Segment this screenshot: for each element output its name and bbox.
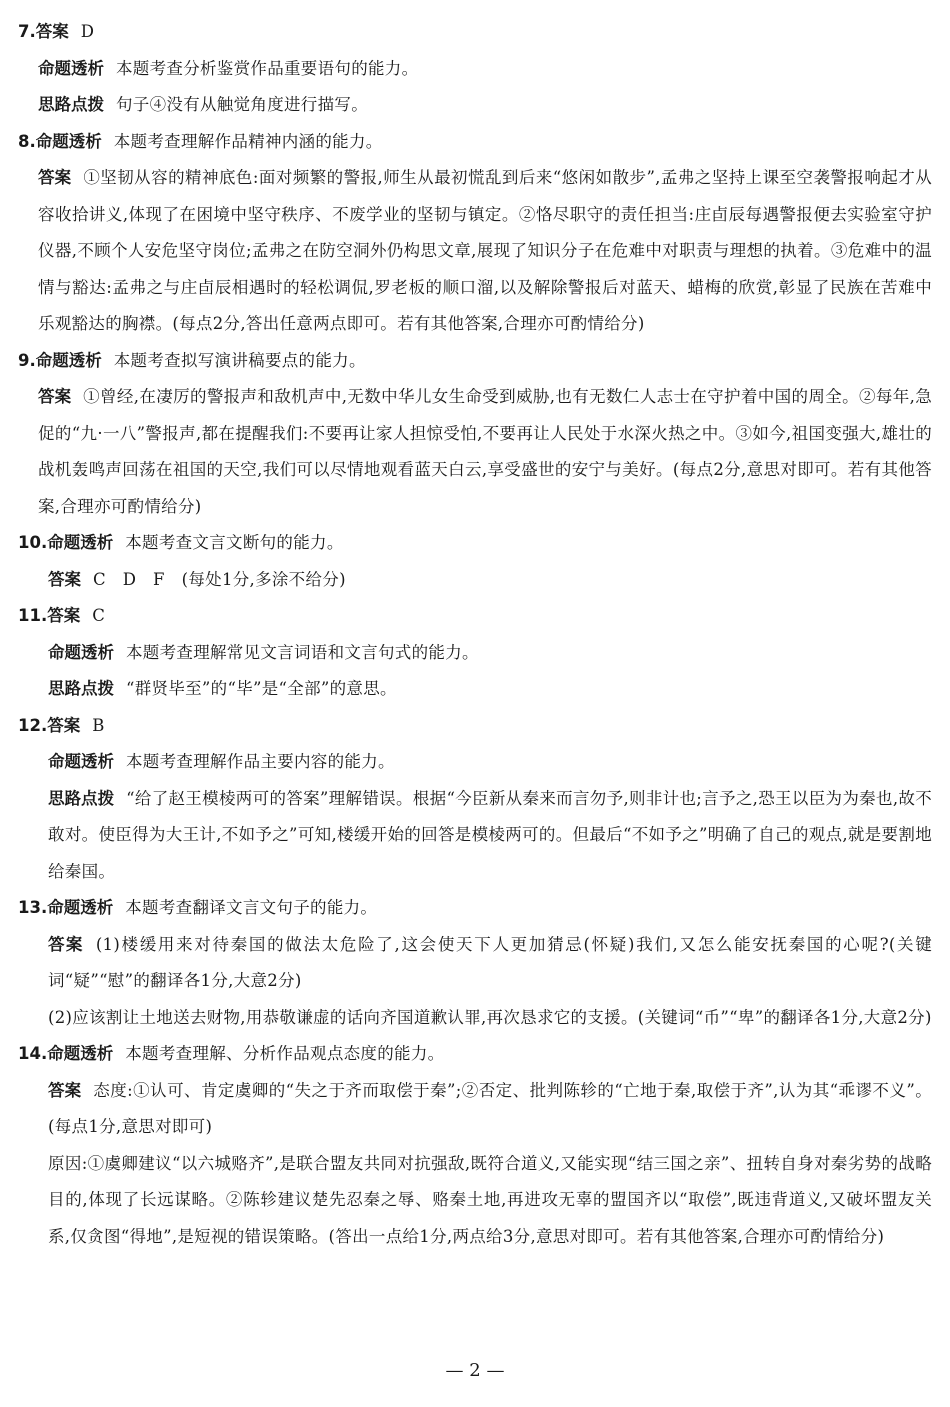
page-number: — 2 — [445,1360,505,1381]
q12-hint: “给了赵王模棱两可的答案”理解错误。根据“今臣新从秦来而言勿予,则非计也;言予之,恐王以臣为为秦也,故不敢对。使臣得为大王计,不如予之”可知,楼缓开始的回答是模棱两可的。但最后“不如予之”明确了自己的观点,就是要割地给秦国。 [48,788,933,881]
q7-hint-label: 思路点拨 [38,95,104,114]
q8-analysis-label: 命题透析 [35,131,102,151]
q9-answer: ①曾经,在凄厉的警报声和敌机声中,无数中华儿女生命受到威胁,也有无数仁人志士在守护着中国的周全。②每年,急促的“九·一八”警报声,都在提醒我们:不要再让家人担惊受怕,不要再让人民处于水深火热之中。③如今,祖国变强大,雄壮的战机轰鸣声回荡在祖国的天空,我们可以尽情地观看蓝天白云,享受盛世的安宁与美好。(每点2分,意思对即可。若有其他答案,合理亦可酌情给分) [38,387,932,516]
q14-analysis-label: 命题透析 [47,1044,114,1063]
q7-answer-row [18,14,932,51]
q12-hint-block [18,781,932,891]
q12-hint-label: 思路点拨 [48,788,115,808]
q10-answer: C D F (每处1分,多涂不给分) [93,569,346,589]
q11-hint-label: 思路点拨 [48,679,114,698]
q13-answer-1: (1)楼缓用来对待秦国的做法太危险了,这会使天下人更加猜忌(怀疑)我们,又怎么能安抚秦国的心呢?(关键词“疑”“慰”的翻译各1分,大意2分) [48,934,933,990]
q14-number: 14. [18,1044,48,1063]
q14-analysis-row [18,1036,932,1073]
q12-analysis: 本题考查理解作品主要内容的能力。 [126,752,395,771]
q8-analysis-row [18,124,932,161]
q11-analysis: 本题考查理解常见文言词语和文言句式的能力。 [126,642,479,662]
q7-hint: 句子④没有从触觉角度进行描写。 [116,95,368,114]
q9-analysis-label: 命题透析 [35,350,102,370]
q12-answer: B [92,715,105,735]
q10-analysis: 本题考查文言文断句的能力。 [125,533,344,552]
q14-analysis: 本题考查理解、分析作品观点态度的能力。 [125,1044,445,1063]
q10-answer-label: 答案 [48,569,81,589]
q10-analysis-label: 命题透析 [47,533,114,552]
q11-number: 11. [18,606,48,625]
q12-number: 12. [18,715,48,735]
q8-answer: ①坚韧从容的精神底色:面对频繁的警报,师生从最初慌乱到后来“悠闲如散步”,孟弗之坚持上课至空袭警报响起才从容收拾讲义,体现了在困境中坚守秩序、不废学业的坚韧与镇定。②恪尽职守的责任担当:庄卣辰每遇警报便去实验室守护仪器,不顾个人安危坚守岗位;孟弗之在防空洞外仍构思文章,展现了知识分子在危难中对职责与理想的执着。③危难中的温情与豁达:孟弗之与庄卣辰相遇时的轻松调侃,罗老板的顺口溜,以及解除警报后对蓝天、蜡梅的欣赏,彰显了民族在苦难中乐观豁达的胸襟。(每点2分,答出任意两点即可。若有其他答案,合理亦可酌情给分) [38,168,932,333]
q14-answer-2: 原因:①虞卿建议“以六城赂齐”,是联合盟友共同对抗强敌,既符合道义,又能实现“结三国之亲”、扭转自身对秦劣势的战略目的,体现了长远谋略。②陈轸建议楚先忍秦之辱、赂秦土地,再进攻无辜的盟国齐以“取偿”,既违背道义,又破坏盟友关系,仅贪图“得地”,是短视的错误策略。(答出一点给1分,两点给3分,意思对即可。若有其他答案,合理亦可酌情给分) [48,1153,932,1246]
q14-answer-block-2 [18,1146,932,1256]
q11-hint: “群贤毕至”的“毕”是“全部”的意思。 [126,679,397,698]
q7-number: 7. [18,22,36,41]
q13-answer-block-2 [18,1000,932,1037]
q12-answer-row [18,708,932,745]
q11-answer-row [18,598,932,635]
q14-answer-block [18,1073,932,1146]
q13-answer-label: 答案 [48,934,84,954]
q13-answer-2: (2)应该割让土地送去财物,用恭敬谦虚的话向齐国道歉认罪,再次恳求它的支援。(关键词“币”“卑”的翻译各1分,大意2分) [48,1007,932,1027]
q9-answer-block [18,379,932,525]
q7-analysis: 本题考查分析鉴赏作品重要语句的能力。 [116,58,419,78]
q13-number: 13. [18,898,48,917]
q13-analysis-row [18,890,932,927]
q8-answer-label: 答案 [38,168,72,187]
q8-answer-block [18,160,932,343]
q12-answer-label: 答案 [47,715,81,735]
q7-answer-label: 答案 [35,22,69,41]
q7-analysis-label: 命题透析 [38,58,104,78]
q11-hint-row [18,671,932,708]
q8-analysis: 本题考查理解作品精神内涵的能力。 [113,131,383,151]
q7-answer: D [80,22,95,41]
q13-analysis: 本题考查翻译文言文句子的能力。 [125,898,378,917]
q11-analysis-label: 命题透析 [48,642,114,662]
q7-hint-row [18,87,932,124]
q11-analysis-row [18,635,932,672]
answer-document [18,14,932,1255]
q12-analysis-row [18,744,932,781]
q11-answer: C [92,606,106,625]
q7-analysis-row [18,51,932,88]
q14-answer-1: 态度:①认可、肯定虞卿的“失之于齐而取偿于秦”;②否定、批判陈轸的“亡地于秦,取偿于齐”,认为其“乖谬不义”。(每点1分,意思对即可) [48,1080,932,1136]
q11-answer-label: 答案 [47,606,81,625]
q9-answer-label: 答案 [38,387,72,406]
q13-answer-block [18,927,932,1000]
q9-number: 9. [18,350,36,370]
q10-answer-row [18,562,932,599]
q14-answer-label: 答案 [48,1080,82,1100]
q13-analysis-label: 命题透析 [47,898,114,917]
q9-analysis-row [18,343,932,380]
q9-analysis: 本题考查拟写演讲稿要点的能力。 [113,350,366,370]
q8-number: 8. [18,131,36,151]
q10-number: 10. [18,533,48,552]
q12-analysis-label: 命题透析 [48,752,114,771]
q10-analysis-row [18,525,932,562]
